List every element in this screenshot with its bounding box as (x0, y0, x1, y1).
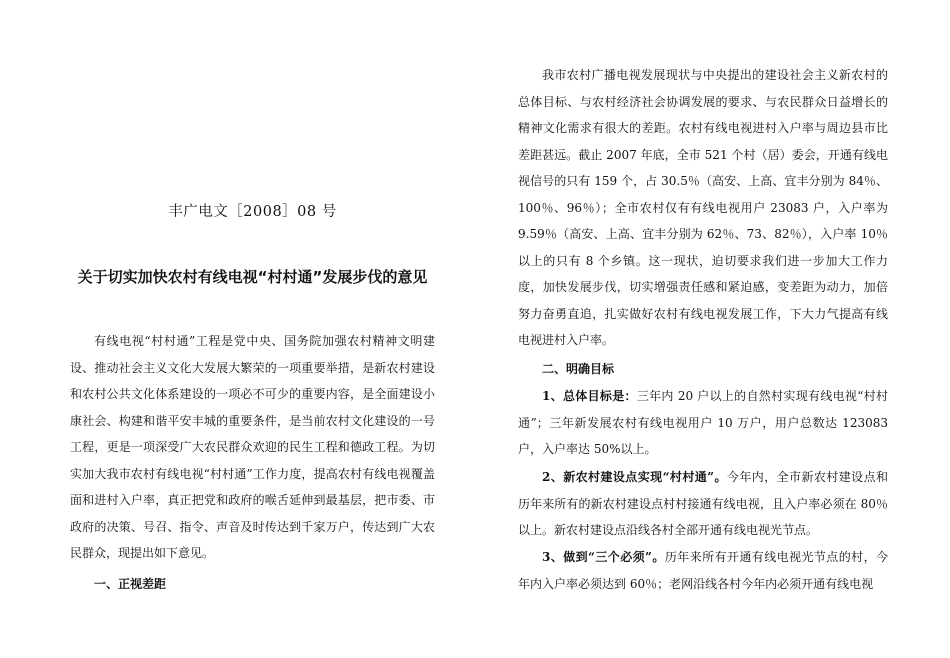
intro-paragraph: 有线电视“村村通”工程是党中央、国务院加强农村精神文明建设、推动社会主义文化大发展大繁荣的一项重要举措，是新农村建设和农村公共文化体系建设的一项必不可少的重要内容，是全面建设小康社会、构建和谐平安丰城的重要条件，是当前农村文化建设的一号工程，更是一项深受广大农民群众欢迎的民生工程和德政工程。为切实加大我市农村有线电视“村村通”工作力度，提高农村有线电视覆盖面和进村入户率，真正把党和政府的喉舌延伸到最基层，把市委、市政府的决策、号召、指令、声音及时传达到千家万户，传达到广大农民群众，现提出如下意见。 (70, 334, 435, 560)
goal-3-lead: 3、做到“三个必须”。 (542, 550, 665, 564)
goal-3-paragraph (518, 544, 888, 597)
goal-2-text: 今年内，全市新农村建设点和历年来所有的新农村建设点村村接通有线电视，且入户率必须在 80％以上。新农村建设点沿线各村全部开通有线电视光节点。 (518, 470, 888, 537)
goal-2-lead: 2、新农村建设点实现“村村通”。 (542, 470, 727, 484)
goal-1-paragraph (518, 383, 888, 463)
gap-paragraph: 我市农村广播电视发展现状与中央提出的建设社会主义新农村的总体目标、与农村经济社会协调发展的要求、与农民群众日益增长的精神文化需求有很大的差距。农村有线电视进村入户率与周边县市比差距甚远。截止 2007 年底，全市 521 个村（居）委会，开通有线电视信号的只有 159 个，占 30.5％（高安、上高、宜丰分别为 84％、100％、96％）；全市农村仅有有线电视用户 23083 户，入户率为 9.59％（高安、上高、宜丰分别为 62％、73、82％），入户率 10％以上的只有 8 个乡镇。这一现状，迫切要求我们进一步加大工作力度，加快发展步伐，切实增强责任感和紧迫感，变差距为动力，加倍努力奋勇直追，扎实做好农村有线电视发展工作，下大力气提高有线电视进村入户率。 (518, 68, 888, 347)
goal-1-lead: 1、总体目标是： (542, 389, 637, 403)
document-title: 关于切实加快农村有线电视“村村通”发展步伐的意见 (77, 268, 428, 286)
goal-1-text: 三年内 20 户以上的自然村实现有线电视“村村通”；三年新发展农村有线电视用户 10 万户，用户总数达 123083 户，入户率达 50%以上。 (518, 389, 888, 456)
goal-2-paragraph (518, 464, 888, 544)
section-heading-goals: 二、明确目标 (542, 362, 615, 376)
section-heading-gap: 一、正视差距 (94, 577, 167, 591)
goal-3-text: 历年来所有开通有线电视光节点的村，今年内入户率必须达到 60％；老网沿线各村今年内必须开通有线电视 (518, 550, 888, 591)
doc-number: 丰广电文［2008］08 号 (168, 204, 337, 220)
